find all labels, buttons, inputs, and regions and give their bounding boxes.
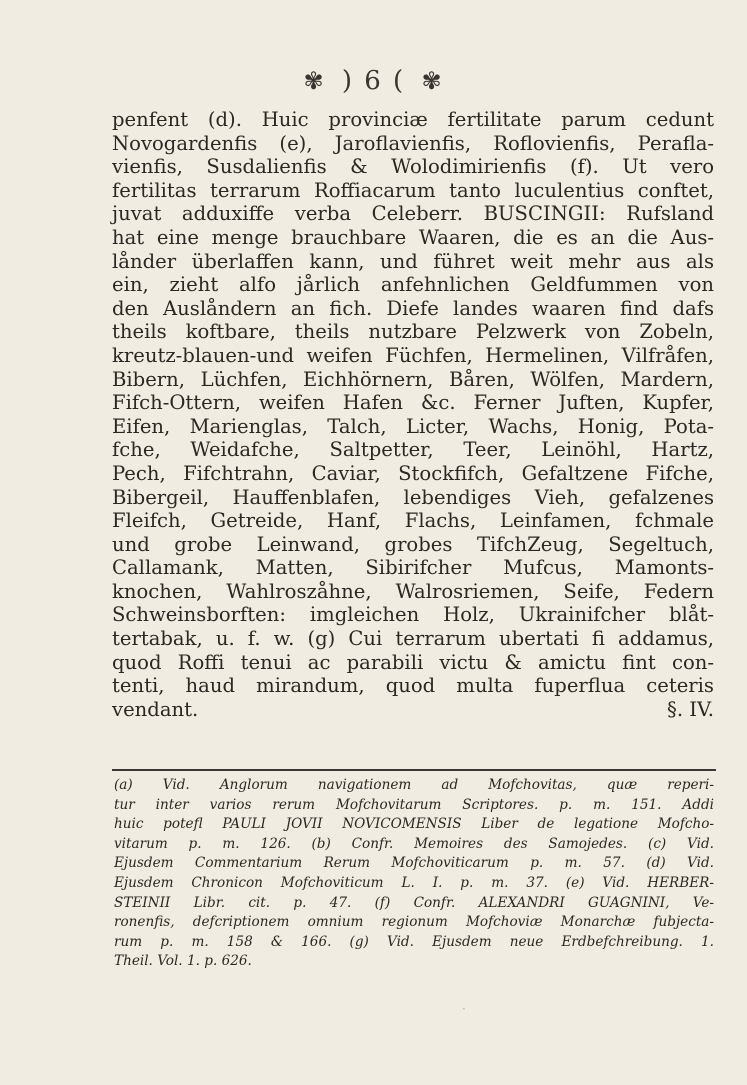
- footnote-line: STEINII Libr. cit. p. 47. (f) Confr. ALEXANDRI GUAGNINI, Ve-: [114, 894, 714, 911]
- body-line: Callamank, Matten, Sibirifcher Mufcus, Mamonts-: [112, 556, 714, 580]
- body-line: kreutz-blauen-und weifen Füchfen, Hermelinen, Vilfråfen,: [112, 343, 714, 367]
- body-line: theils koftbare, theils nutzbare Pelzwerk von Zobeln,: [112, 320, 714, 344]
- body-line: fche, Weidafche, Saltpetter, Teer, Leinöhl, Hartz,: [112, 438, 714, 462]
- body-line-last: [112, 698, 714, 722]
- body-line: knochen, Wahlroszåhne, Walrosriemen, Seife, Federn: [112, 579, 714, 603]
- page-number: ) 6 (: [341, 66, 406, 96]
- footnote-line: vitarum p. m. 126. (b) Confr. Memoires des Samojedes. (c) Vid.: [114, 835, 714, 852]
- body-line: tenti, haud mirandum, quod multa fuperflua ceteris: [112, 674, 714, 698]
- body-line: Bibergeil, Hauffenblafen, lebendiges Vieh, gefalzenes: [112, 485, 714, 509]
- footnotes: [114, 776, 714, 972]
- footnote-line: (a) Vid. Anglorum navigationem ad Mofchovitas, quæ reperi-: [114, 777, 714, 793]
- body-line: penfent (d). Huic provinciæ fertilitate parum cedunt: [112, 108, 714, 131]
- footnote-line: Ejusdem Commentarium Rerum Mofchoviticarum p. m. 57. (d) Vid.: [114, 855, 714, 872]
- footnote-line: ronenfis, defcriptionem omnium regionum Mofchoviæ Monarchæ fubjecta-: [114, 914, 714, 931]
- footnote-line: Theil. Vol. 1. p. 626.: [114, 953, 252, 970]
- body-line: ein, zieht alfo jårlich anfehnlichen Geldfummen von: [112, 273, 714, 297]
- body-line: Pech, Fifchtrahn, Caviar, Stockfifch, Gefaltzene Fifche,: [112, 461, 714, 485]
- body-line: Schweinsborften: imgleichen Holz, Ukrainifcher blåt-: [112, 603, 714, 627]
- footnote-line: rum p. m. 158 & 166. (g) Vid. Ejusdem neue Erdbefchreibung. 1.: [114, 933, 714, 950]
- body-line: lånder überlaffen kann, und führet weit mehr aus als: [112, 249, 714, 273]
- body-line: fertilitas terrarum Roffiacarum tanto luculentius conftet,: [112, 178, 714, 202]
- body-line: tertabak, u. f. w. (g) Cui terrarum ubertati fi addamus,: [112, 627, 714, 651]
- section-marker: §. IV.: [667, 697, 714, 721]
- page-header: [0, 66, 747, 96]
- body-line: Eifen, Marienglas, Talch, Licter, Wachs, Honig, Pota-: [112, 414, 714, 438]
- body-line: und grobe Leinwand, grobes TifchZeug, Segeltuch,: [112, 532, 714, 556]
- body-line: hat eine menge brauchbare Waaren, die es an die Aus-: [112, 225, 714, 249]
- body-line: Novogardenfis (e), Jaroflavienfis, Roflovienfis, Perafla-: [112, 131, 714, 155]
- body-text: [112, 108, 714, 721]
- footnote-divider: [112, 769, 716, 771]
- footnote-line: huic potefl PAULI JOVII NOVICOMENSIS Liber de legatione Mofcho-: [114, 816, 714, 833]
- body-line: den Auslåndern an fich. Diefe landes waaren find dafs: [112, 296, 714, 320]
- body-line: juvat adduxiffe verba Celeberr. BUSCINGII: Rufsland: [112, 202, 714, 226]
- footnote-line: tur inter varios rerum Mofchovitarum Scriptores. p. m. 151. Addi: [114, 796, 714, 813]
- body-line: Bibern, Lüchfen, Eichhörnern, Båren, Wölfen, Mardern,: [112, 367, 714, 391]
- body-line-text: vendant.: [112, 697, 199, 721]
- footnote-line: Ejusdem Chronicon Mofchoviticum L. I. p. m. 37. (e) Vid. HERBER-: [114, 874, 714, 891]
- left-ornament-icon: ✾: [303, 67, 326, 95]
- body-line: quod Roffi tenui ac parabili victu & amictu fint con-: [112, 650, 714, 674]
- paper-mark: ·: [462, 1002, 466, 1016]
- body-line: vienfis, Susdalienfis & Wolodimirienfis (f). Ut vero: [112, 155, 714, 179]
- right-ornament-icon: ✾: [421, 67, 444, 95]
- body-line: Fifch-Ottern, weifen Hafen &c. Ferner Juften, Kupfer,: [112, 391, 714, 415]
- body-line: Fleifch, Getreide, Hanf, Flachs, Leinfamen, fchmale: [112, 509, 714, 533]
